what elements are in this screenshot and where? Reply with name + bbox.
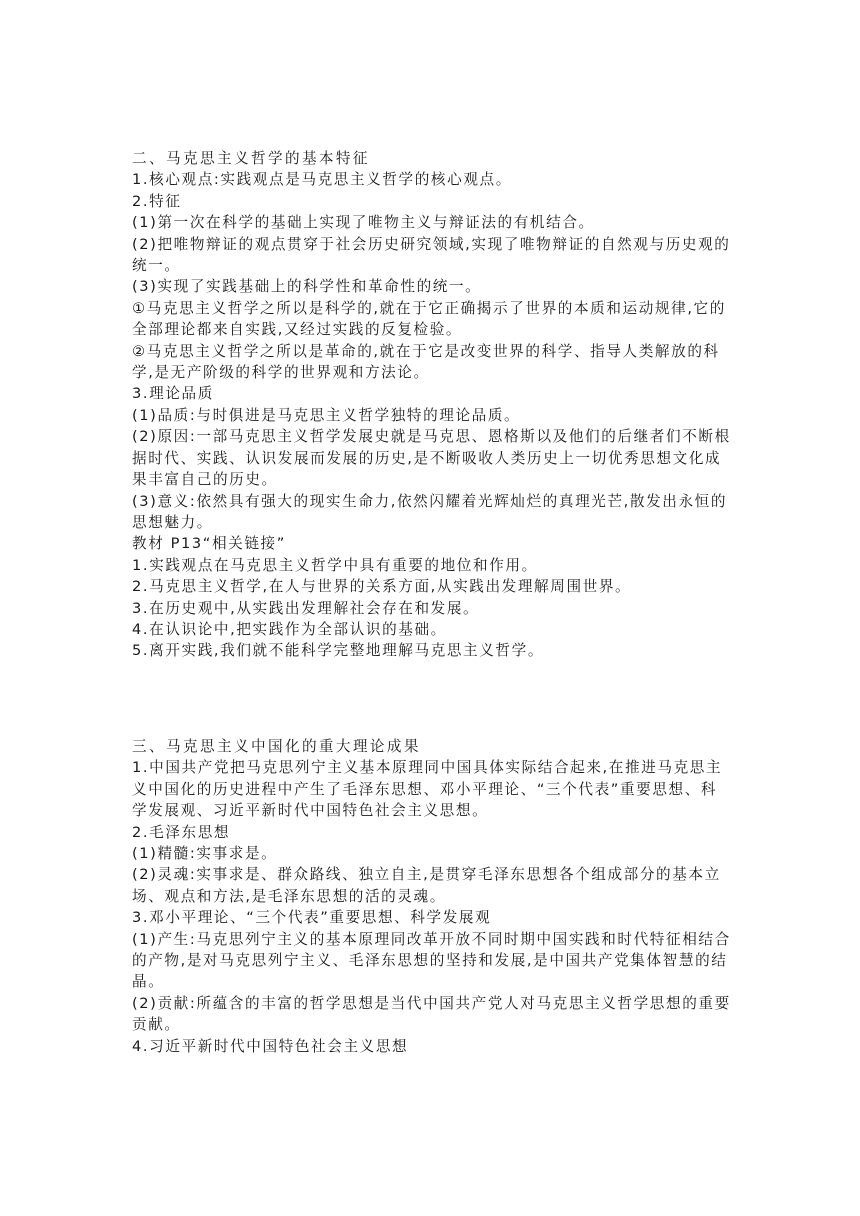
paragraph: (2)贡献:所蕴含的丰富的哲学思想是当代中国共产党人对马克思主义哲学思想的重要贡献。 bbox=[132, 994, 731, 1034]
paragraph: (1)第一次在科学的基础上实现了唯物主义与辩证法的有机结合。 bbox=[132, 214, 595, 232]
paragraph: 2.毛泽东思想 bbox=[132, 823, 231, 841]
paragraph: 4.习近平新时代中国特色社会主义思想 bbox=[132, 1037, 409, 1055]
paragraph: ①马克思主义哲学之所以是科学的,就在于它正确揭示了世界的本质和运动规律,它的全部理论都来自实践,又经过实践的反复检验。 bbox=[132, 299, 726, 339]
paragraph: (3)实现了实践基础上的科学性和革命性的统一。 bbox=[132, 278, 482, 296]
section-theoretical-achievements bbox=[132, 736, 732, 1057]
paragraph: (1)产生:马克思列宁主义的基本原理同改革开放不同时期中国实践和时代特征相结合的产物,是对马克思列宁主义、毛泽东思想的坚持和发展,是中国共产党集体智慧的结晶。 bbox=[132, 930, 731, 991]
paragraph: (1)品质:与时俱进是马克思主义哲学独特的理论品质。 bbox=[132, 406, 521, 424]
paragraph: 1.中国共产党把马克思列宁主义基本原理同中国具体实际结合起来,在推进马克思主义中国化的历史进程中产生了毛泽东思想、邓小平理论、“三个代表”重要思想、科学发展观、习近平新时代中国特色社会主义思想。 bbox=[132, 759, 723, 820]
paragraph: ②马克思主义哲学之所以是革命的,就在于它是改变世界的科学、指导人类解放的科学,是无产阶级的科学的世界观和方法论。 bbox=[132, 342, 720, 382]
paragraph: 3.理论品质 bbox=[132, 385, 214, 403]
section-basic-features bbox=[132, 148, 732, 662]
paragraph: 4.在认识论中,把实践作为全部认识的基础。 bbox=[132, 620, 447, 638]
paragraph: 5.离开实践,我们就不能科学完整地理解马克思主义哲学。 bbox=[132, 642, 545, 660]
paragraph: 3.邓小平理论、“三个代表”重要思想、科学发展观 bbox=[132, 909, 492, 927]
paragraph: 2.特征 bbox=[132, 192, 182, 210]
paragraph: 1.实践观点在马克思主义哲学中具有重要的地位和作用。 bbox=[132, 556, 538, 574]
paragraph: 2.马克思主义哲学,在人与世界的关系方面,从实践出发理解周围世界。 bbox=[132, 578, 632, 596]
section-heading: 二、马克思主义哲学的基本特征 bbox=[132, 150, 370, 167]
textbook-link-heading: 教材 P13“相关链接” bbox=[132, 535, 286, 553]
paragraph: 3.在历史观中,从实践出发理解社会存在和发展。 bbox=[132, 599, 480, 617]
paragraph: (2)灵魂:实事求是、群众路线、独立自主,是贯穿毛泽东思想各个组成部分的基本立场、观点和方法,是毛泽东思想的活的灵魂。 bbox=[132, 866, 721, 905]
section-heading: 三、马克思主义中国化的重大理论成果 bbox=[132, 738, 421, 755]
paragraph: (2)原因:一部马克思主义哲学发展史就是马克思、恩格斯以及他们的后继者们不断根据时代、实践、认识发展而发展的历史,是不断吸收人类历史上一切优秀思想文化成果丰富自己的历史。 bbox=[132, 428, 731, 489]
paragraph: (1)精髓:实事求是。 bbox=[132, 845, 278, 863]
paragraph: (2)把唯物辩证的观点贯穿于社会历史研究领域,实现了唯物辩证的自然观与历史观的统一。 bbox=[132, 235, 731, 275]
paragraph: 1.核心观点:实践观点是马克思主义哲学的核心观点。 bbox=[132, 171, 512, 189]
paragraph: (3)意义:依然具有强大的现实生命力,依然闪耀着光辉灿烂的真理光芒,散发出永恒的思想魅力。 bbox=[132, 492, 728, 531]
